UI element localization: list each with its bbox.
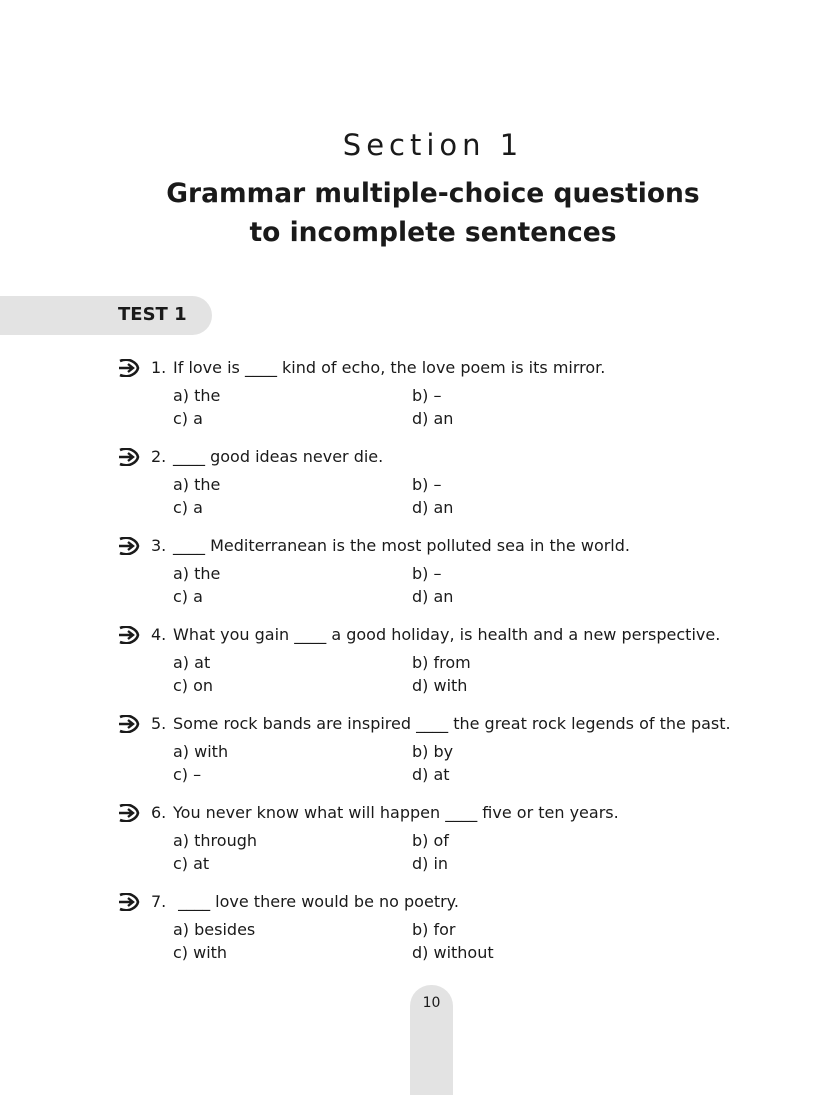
page-number-tab [410, 985, 453, 1095]
option-c: c) a [173, 498, 203, 517]
option-d: d) an [412, 587, 454, 606]
question-number: 7. [151, 892, 167, 911]
option-d: d) an [412, 498, 454, 517]
circled-arrow-icon [117, 893, 141, 911]
circled-arrow-icon [117, 804, 141, 822]
test-tab [0, 296, 212, 335]
question-text: ____ love there would be no poetry. [173, 892, 459, 911]
question-1 [0, 354, 820, 438]
option-c: c) a [173, 587, 203, 606]
section-title-line-2: to incomplete sentences [249, 217, 617, 248]
option-a: a) the [173, 386, 221, 405]
question-number: 3. [151, 536, 167, 555]
circled-arrow-icon [117, 537, 141, 555]
option-c: c) – [173, 765, 202, 784]
circled-arrow-icon [117, 359, 141, 377]
option-d: d) in [412, 854, 449, 873]
question-text: Some rock bands are inspired ____ the great rock legends of the past. [173, 714, 731, 733]
option-c: c) with [173, 943, 228, 962]
page-number: 10 [422, 995, 441, 1011]
question-text: ____ Mediterranean is the most polluted sea in the world. [173, 536, 630, 555]
question-number: 1. [151, 358, 167, 377]
question-5 [0, 710, 820, 794]
option-a: a) besides [173, 920, 256, 939]
question-number: 2. [151, 447, 167, 466]
option-a: a) with [173, 742, 229, 761]
option-d: d) an [412, 409, 454, 428]
test-label: TEST 1 [118, 304, 187, 325]
option-b: b) – [412, 564, 442, 583]
question-text: ____ good ideas never die. [173, 447, 384, 466]
option-c: c) a [173, 409, 203, 428]
option-d: d) with [412, 676, 468, 695]
question-text: What you gain ____ a good holiday, is health and a new perspective. [173, 625, 721, 644]
option-d: d) at [412, 765, 450, 784]
question-6 [0, 799, 820, 883]
question-text: If love is ____ kind of echo, the love poem is its mirror. [173, 358, 606, 377]
option-a: a) the [173, 475, 221, 494]
question-number: 5. [151, 714, 167, 733]
option-a: a) at [173, 653, 211, 672]
option-a: a) the [173, 564, 221, 583]
option-a: a) through [173, 831, 257, 850]
option-b: b) for [412, 920, 456, 939]
option-d: d) without [412, 943, 494, 962]
circled-arrow-icon [117, 448, 141, 466]
option-b: b) – [412, 386, 442, 405]
question-4 [0, 621, 820, 705]
section-title [0, 174, 820, 252]
section-title-line-1: Grammar multiple-choice questions [166, 178, 700, 209]
option-b: b) from [412, 653, 471, 672]
question-number: 4. [151, 625, 167, 644]
circled-arrow-icon [117, 626, 141, 644]
option-c: c) at [173, 854, 210, 873]
option-b: b) of [412, 831, 449, 850]
question-7 [0, 888, 820, 972]
question-2 [0, 443, 820, 527]
question-number: 6. [151, 803, 167, 822]
circled-arrow-icon [117, 715, 141, 733]
question-text: You never know what will happen ____ five or ten years. [173, 803, 619, 822]
section-label: Section 1 [342, 128, 524, 162]
option-b: b) by [412, 742, 454, 761]
option-c: c) on [173, 676, 214, 695]
option-b: b) – [412, 475, 442, 494]
question-3 [0, 532, 820, 616]
